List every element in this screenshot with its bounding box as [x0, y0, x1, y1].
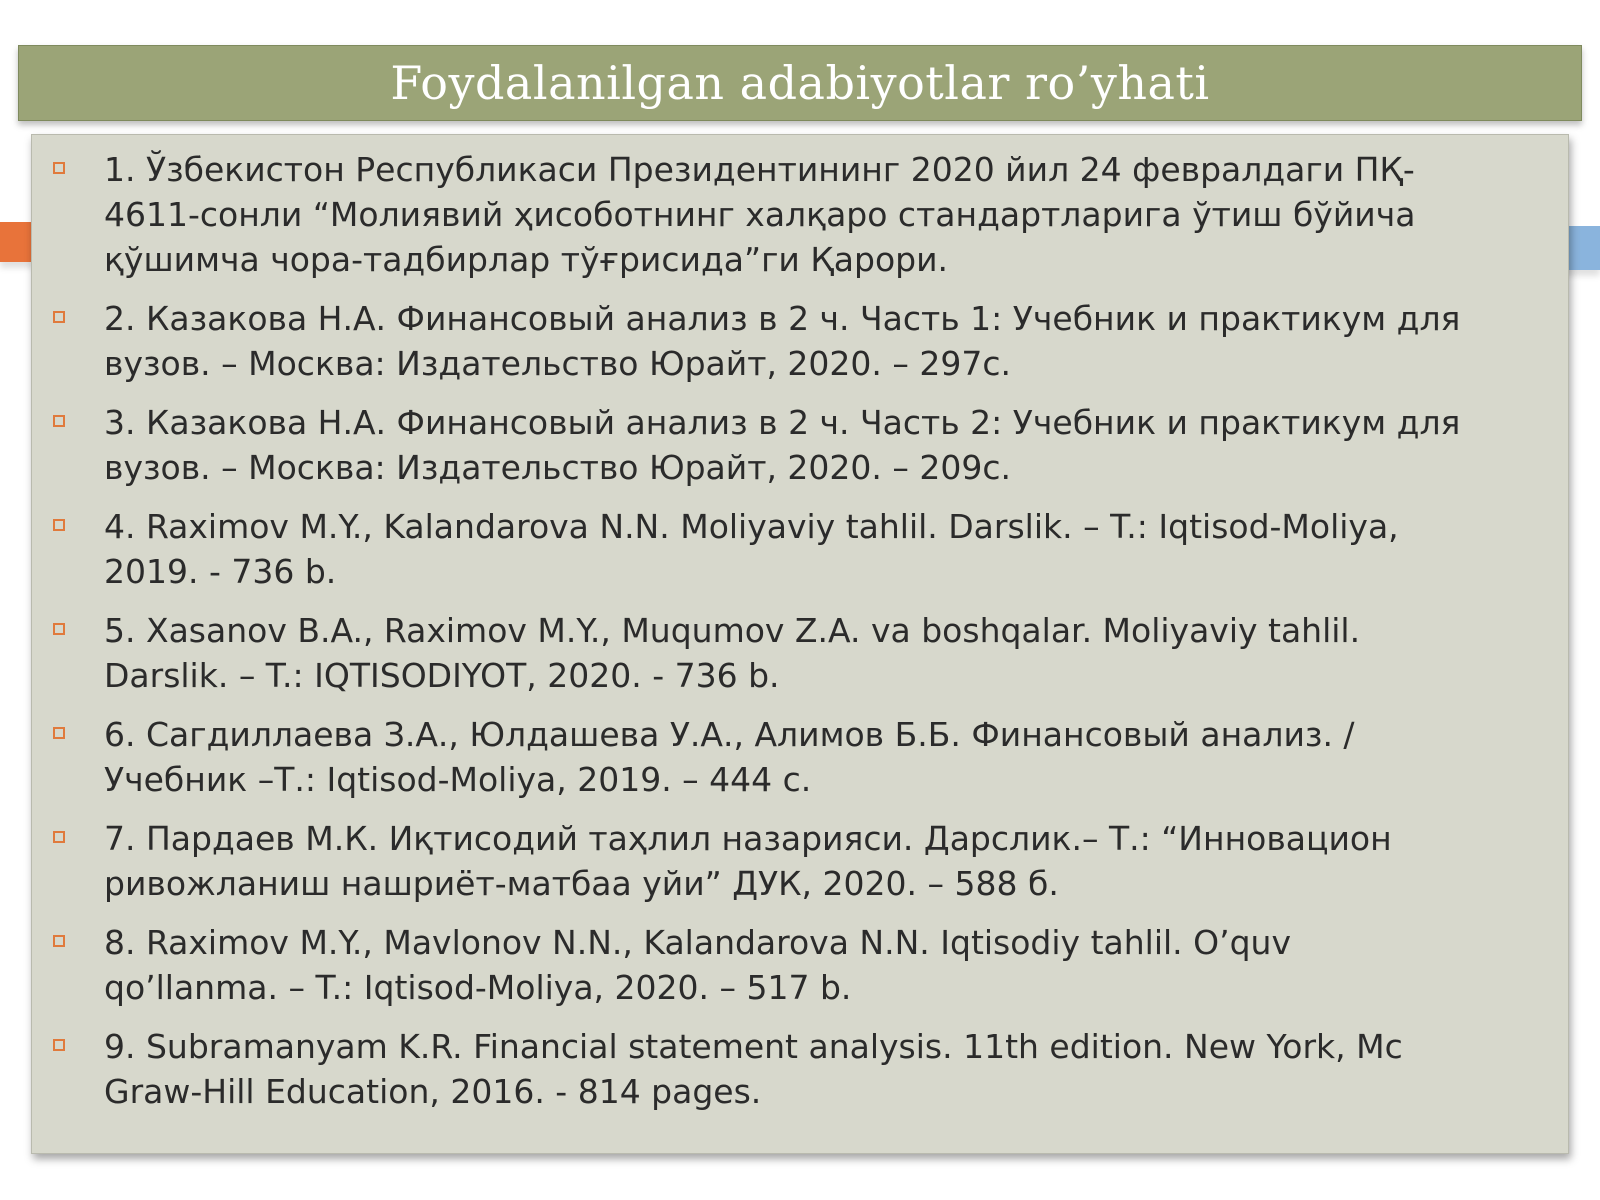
reference-text: 7. Пардаев М.К. Иқтисодий таҳлил назарияси. Дарслик.– Т.: “Инновацион ривожланиш нашриёт-матбаа уйи” ДУК, 2020. – 588 б. — [104, 819, 1392, 903]
decorative-accent-left — [0, 222, 34, 262]
square-bullet-icon — [53, 623, 65, 635]
reference-item — [32, 608, 1544, 698]
reference-text: 9. Subramanyam K.R. Financial statement analysis. 11th edition. New York, Mc Graw-Hill Education, 2016. - 814 pages. — [104, 1027, 1403, 1111]
slide-title-bar — [18, 45, 1582, 121]
square-bullet-icon — [53, 1039, 65, 1051]
reference-text: 5. Xasanov B.A., Raximov M.Y., Muqumov Z.A. va boshqalar. Moliyaviy tahlil. Darslik. – T.: IQTISODIYOT, 2020. - 736 b. — [104, 611, 1361, 695]
square-bullet-icon — [53, 311, 65, 323]
reference-item — [32, 1024, 1544, 1114]
slide-title: Foydalanilgan adabiyotlar ro’yhati — [390, 56, 1210, 110]
reference-item — [32, 296, 1544, 386]
square-bullet-icon — [53, 519, 65, 531]
square-bullet-icon — [53, 415, 65, 427]
square-bullet-icon — [53, 727, 65, 739]
reference-item — [32, 816, 1544, 906]
reference-item — [32, 400, 1544, 490]
reference-text: 8. Raximov M.Y., Mavlonov N.N., Kalandarova N.N. Iqtisodiy tahlil. O’quv qo’llanma. – T.: Iqtisod-Moliya, 2020. – 517 b. — [104, 923, 1291, 1007]
square-bullet-icon — [53, 831, 65, 843]
reference-item — [32, 920, 1544, 1010]
reference-text: 3. Казакова Н.А. Финансовый анализ в 2 ч. Часть 2: Учебник и практикум для вузов. – Москва: Издательство Юрайт, 2020. – 209с. — [104, 403, 1461, 487]
reference-item — [32, 712, 1544, 802]
reference-text: 1. Ўзбекистон Республикаси Президентининг 2020 йил 24 февралдаги ПҚ- 4611-сонли “Молиявий ҳисоботнинг халқаро стандартларига ўтиш бўйича қўшимча чора-тадбирлар тўғрисида”ги Қарори. — [104, 150, 1416, 279]
reference-item — [32, 504, 1544, 594]
reference-text: 2. Казакова Н.А. Финансовый анализ в 2 ч. Часть 1: Учебник и практикум для вузов. – Москва: Издательство Юрайт, 2020. – 297с. — [104, 299, 1461, 383]
reference-text: 6. Сагдиллаева З.А., Юлдашева У.А., Алимов Б.Б. Финансовый анализ. / Учебник –Т.: Iqtisod-Moliya, 2019. – 444 с. — [104, 715, 1355, 799]
reference-item — [32, 147, 1544, 282]
square-bullet-icon — [53, 935, 65, 947]
references-panel — [31, 134, 1569, 1154]
reference-text: 4. Raximov M.Y., Kalandarova N.N. Moliyaviy tahlil. Darslik. – T.: Iqtisod-Moliya, 2019. - 736 b. — [104, 507, 1399, 591]
references-list — [32, 135, 1568, 1114]
square-bullet-icon — [53, 162, 65, 174]
